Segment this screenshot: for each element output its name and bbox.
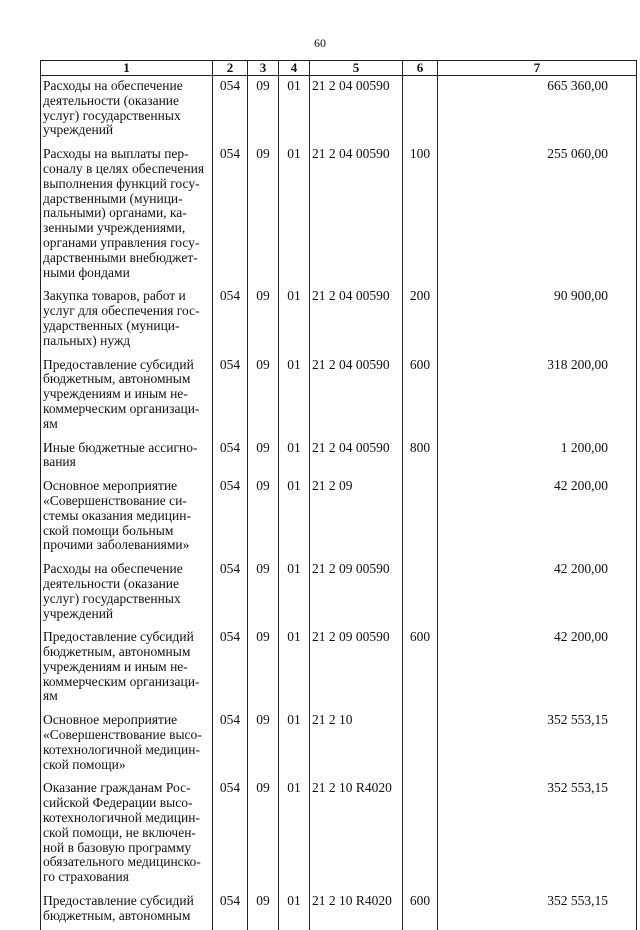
table-row — [41, 778, 637, 891]
row-subsection-code: 01 — [279, 710, 310, 778]
row-name-line: учреждениям и иным не- — [43, 386, 188, 402]
row-section-code: 09 — [248, 559, 279, 627]
table-row — [41, 627, 637, 710]
row-target-article: 21 2 04 00590 — [310, 438, 403, 477]
row-section-code: 09 — [248, 355, 279, 438]
row-expense-type: 600 — [403, 627, 438, 710]
row-section-code: 09 — [248, 144, 279, 286]
table-row — [41, 438, 637, 477]
header-col-7: 7 — [438, 61, 637, 76]
row-name-line: услуг) государственных — [43, 107, 181, 123]
row-name-line: пальных) нужд — [43, 332, 131, 348]
row-expense-type: 100 — [403, 144, 438, 286]
row-target-article: 21 2 04 00590 — [310, 355, 403, 438]
row-amount: 352 553,15 — [438, 891, 637, 930]
header-row — [41, 61, 637, 76]
header-col-6: 6 — [403, 61, 438, 76]
row-name-line: Расходы на обеспечение — [43, 561, 183, 577]
row-target-article: 21 2 09 00590 — [310, 559, 403, 627]
row-name-cell — [41, 286, 213, 354]
table-row — [41, 710, 637, 778]
row-expense-type: 800 — [403, 438, 438, 477]
row-name-line: Расходы на выплаты пер- — [43, 146, 189, 162]
row-section-code: 09 — [248, 778, 279, 891]
row-target-article: 21 2 10 — [310, 710, 403, 778]
row-ministry-code: 054 — [213, 144, 248, 286]
row-name-line: Предоставление субсидий — [43, 356, 194, 372]
row-ministry-code: 054 — [213, 559, 248, 627]
row-name-line: обязательного медицинско- — [43, 854, 201, 870]
row-name-line: зенными учреждениями, — [43, 220, 186, 236]
row-name-line: ударственных (муници- — [43, 317, 180, 333]
table-row — [41, 476, 637, 559]
row-name-line: коммерческим организаци- — [43, 673, 200, 689]
table-row — [41, 144, 637, 286]
row-name-line: деятельности (оказание — [43, 575, 180, 591]
row-name-line: Предоставление субсидий — [43, 629, 194, 645]
row-name-cell — [41, 778, 213, 891]
row-amount: 665 360,00 — [438, 76, 637, 145]
row-name-line: Расходы на обеспечение — [43, 78, 183, 93]
row-name-line: ной в базовую программу — [43, 839, 192, 855]
row-name-line: Оказание гражданам Рос- — [43, 780, 191, 796]
row-subsection-code: 01 — [279, 355, 310, 438]
row-name-line: Основное мероприятие — [43, 712, 178, 728]
row-amount: 90 900,00 — [438, 286, 637, 354]
row-ministry-code: 054 — [213, 286, 248, 354]
row-amount: 42 200,00 — [438, 559, 637, 627]
row-section-code: 09 — [248, 891, 279, 930]
row-name-line: услуг для обеспечения гос- — [43, 303, 200, 319]
row-subsection-code: 01 — [279, 286, 310, 354]
row-expense-type — [403, 778, 438, 891]
header-col-5: 5 — [310, 61, 403, 76]
row-name-line: дарственными внебюджет- — [43, 249, 198, 265]
row-section-code: 09 — [248, 76, 279, 145]
row-name-line: ской помощи, не включен- — [43, 824, 196, 840]
table-row — [41, 286, 637, 354]
row-name-line: ской помощи больным — [43, 522, 174, 538]
row-expense-type: 600 — [403, 891, 438, 930]
row-name-line: котехнологичной медицин- — [43, 741, 200, 757]
row-ministry-code: 054 — [213, 355, 248, 438]
row-name-line: ными фондами — [43, 264, 130, 280]
row-name-line: ской помощи» — [43, 756, 126, 772]
row-name-line: Основное мероприятие — [43, 478, 178, 494]
row-ministry-code: 054 — [213, 627, 248, 710]
row-name-line: дарственными (муници- — [43, 190, 183, 206]
row-subsection-code: 01 — [279, 627, 310, 710]
row-expense-type — [403, 710, 438, 778]
row-name-cell — [41, 627, 213, 710]
row-name-line: бюджетным, автономным — [43, 644, 191, 660]
table-row — [41, 355, 637, 438]
row-amount: 352 553,15 — [438, 778, 637, 891]
row-name-cell — [41, 438, 213, 477]
row-ministry-code: 054 — [213, 438, 248, 477]
row-subsection-code: 01 — [279, 778, 310, 891]
row-ministry-code: 054 — [213, 891, 248, 930]
row-section-code: 09 — [248, 710, 279, 778]
row-target-article: 21 2 09 — [310, 476, 403, 559]
row-name-line: бюджетным, автономным — [43, 907, 191, 923]
row-name-cell — [41, 76, 213, 145]
row-name-cell — [41, 559, 213, 627]
row-name-line: бюджетным, автономным — [43, 371, 191, 387]
row-name-line: Закупка товаров, работ и — [43, 288, 186, 304]
header-col-4: 4 — [279, 61, 310, 76]
row-target-article: 21 2 10 R4020 — [310, 891, 403, 930]
header-col-1: 1 — [41, 61, 213, 76]
row-name-cell — [41, 710, 213, 778]
row-subsection-code: 01 — [279, 144, 310, 286]
row-ministry-code: 054 — [213, 710, 248, 778]
row-amount: 318 200,00 — [438, 355, 637, 438]
row-name-line: ям — [43, 415, 58, 431]
row-amount: 42 200,00 — [438, 476, 637, 559]
row-name-line: «Совершенствование си- — [43, 492, 187, 508]
row-expense-type: 200 — [403, 286, 438, 354]
row-name-line: прочими заболеваниями» — [43, 537, 190, 553]
row-name-line: учреждений — [43, 605, 114, 621]
row-name-line: ям — [43, 688, 58, 704]
page-number: 60 — [314, 36, 326, 50]
row-ministry-code: 054 — [213, 476, 248, 559]
row-name-line: сийской Федерации высо- — [43, 795, 193, 811]
row-name-line: «Совершенствование высо- — [43, 727, 202, 743]
row-name-cell — [41, 144, 213, 286]
row-target-article: 21 2 04 00590 — [310, 144, 403, 286]
row-amount: 255 060,00 — [438, 144, 637, 286]
row-amount: 352 553,15 — [438, 710, 637, 778]
row-subsection-code: 01 — [279, 891, 310, 930]
row-name-line: го страхования — [43, 869, 129, 885]
row-name-line: пальными) органами, ка- — [43, 205, 187, 221]
row-target-article: 21 2 04 00590 — [310, 286, 403, 354]
row-section-code: 09 — [248, 286, 279, 354]
row-name-line: коммерческим организаци- — [43, 400, 200, 416]
row-subsection-code: 01 — [279, 476, 310, 559]
row-name-cell — [41, 891, 213, 930]
row-subsection-code: 01 — [279, 559, 310, 627]
table-header — [41, 61, 637, 76]
header-col-2: 2 — [213, 61, 248, 76]
header-col-3: 3 — [248, 61, 279, 76]
row-target-article: 21 2 10 R4020 — [310, 778, 403, 891]
row-expense-type — [403, 559, 438, 627]
row-section-code: 09 — [248, 627, 279, 710]
table-body — [41, 76, 637, 930]
row-target-article: 21 2 04 00590 — [310, 76, 403, 145]
row-name-line: Предоставление субсидий — [43, 893, 194, 909]
row-name-line: выполнения функций госу- — [43, 175, 200, 191]
row-name-cell — [41, 476, 213, 559]
row-name-cell — [41, 355, 213, 438]
row-section-code: 09 — [248, 476, 279, 559]
row-name-line: вания — [43, 454, 76, 470]
row-amount: 1 200,00 — [438, 438, 637, 477]
row-name-line: соналу в целях обеспечения — [43, 160, 205, 176]
row-name-line: органами управления госу- — [43, 234, 200, 250]
row-target-article: 21 2 09 00590 — [310, 627, 403, 710]
budget-table — [40, 60, 637, 930]
row-expense-type — [403, 476, 438, 559]
row-name-line: услуг) государственных — [43, 590, 181, 606]
table-row — [41, 559, 637, 627]
row-name-line: стемы оказания медицин- — [43, 507, 191, 523]
row-ministry-code: 054 — [213, 76, 248, 145]
row-name-line: учреждений — [43, 122, 114, 138]
row-expense-type: 600 — [403, 355, 438, 438]
row-ministry-code: 054 — [213, 778, 248, 891]
table-row — [41, 76, 637, 145]
row-name-line: учреждениям и иным не- — [43, 658, 188, 674]
row-section-code: 09 — [248, 438, 279, 477]
row-subsection-code: 01 — [279, 438, 310, 477]
row-expense-type — [403, 76, 438, 145]
table-row — [41, 891, 637, 930]
row-subsection-code: 01 — [279, 76, 310, 145]
row-name-line: котехнологичной медицин- — [43, 810, 200, 826]
row-amount: 42 200,00 — [438, 627, 637, 710]
row-name-line: Иные бюджетные ассигно- — [43, 439, 198, 455]
row-name-line: деятельности (оказание — [43, 92, 180, 108]
